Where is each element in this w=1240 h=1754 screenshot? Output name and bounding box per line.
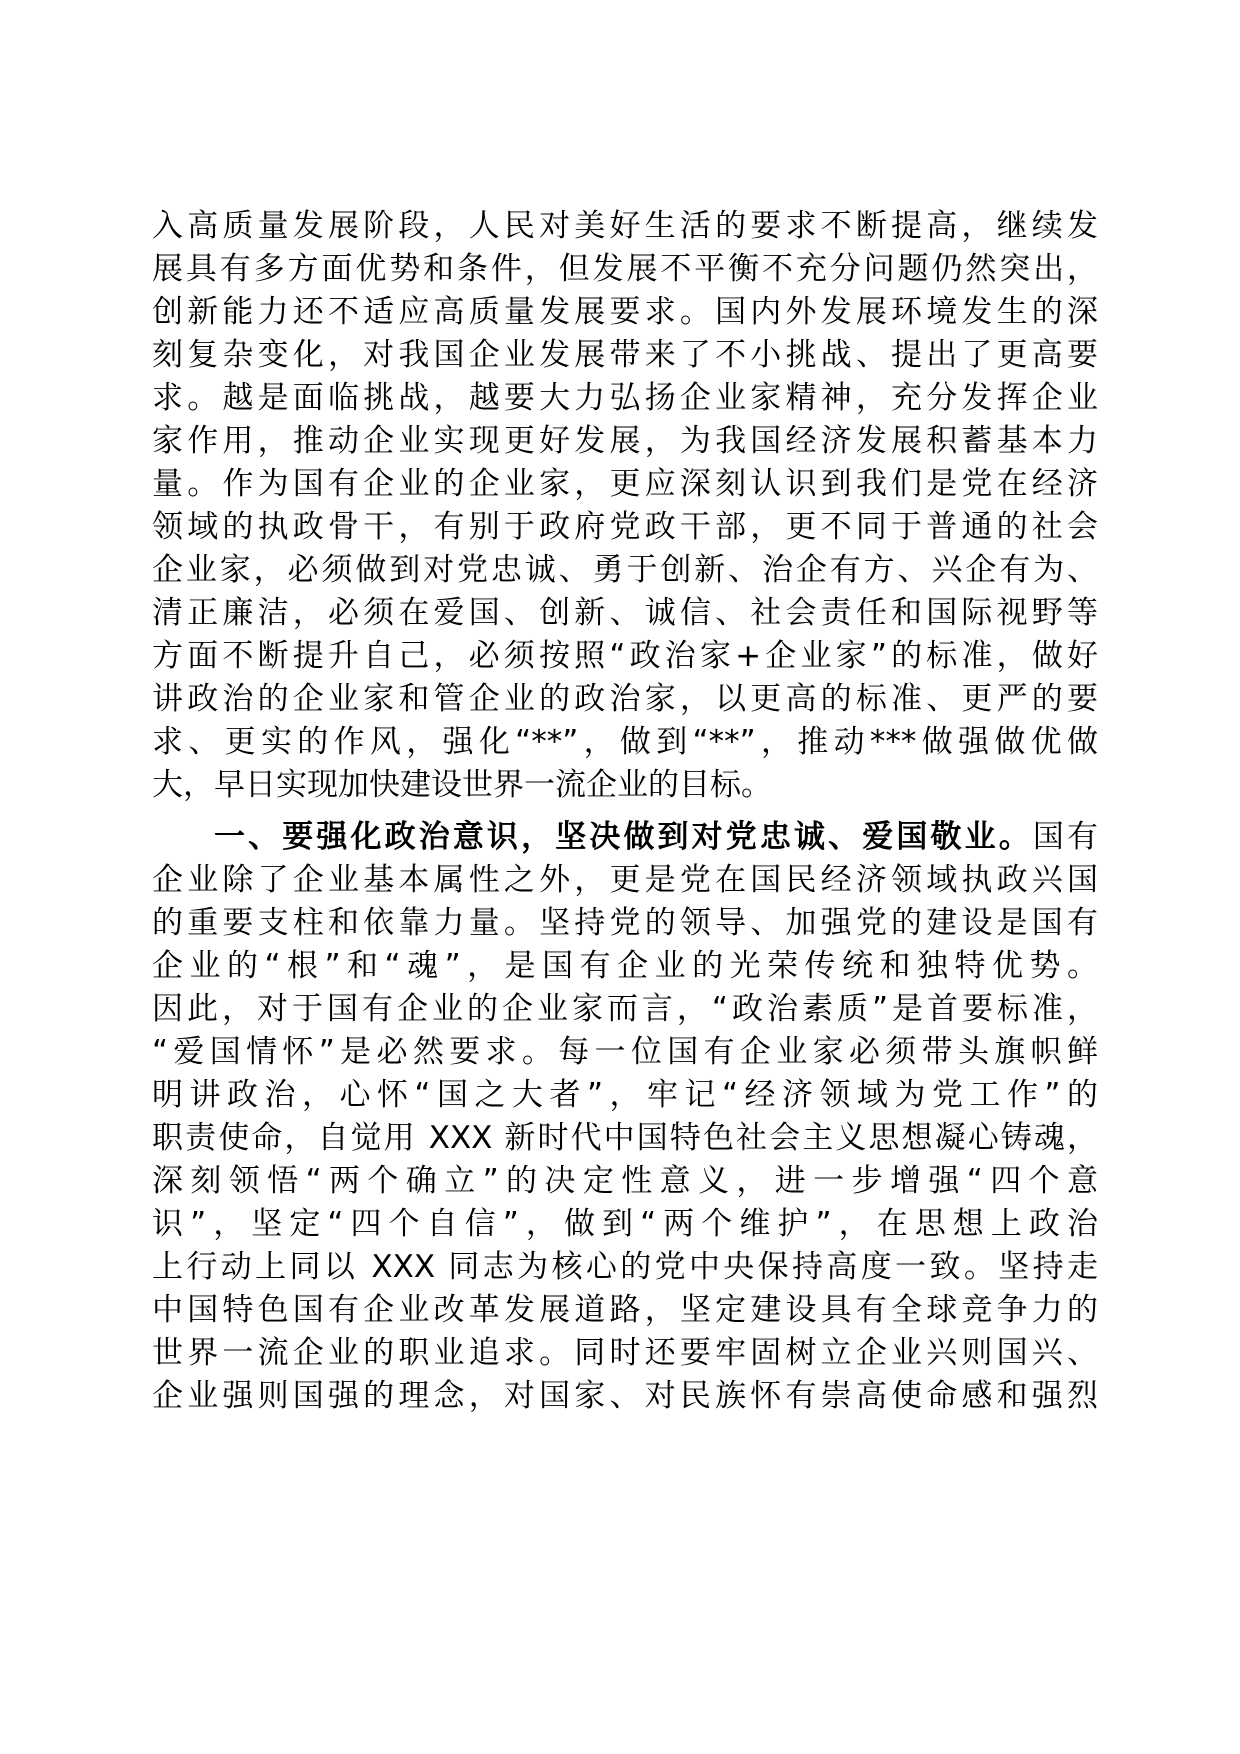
text-line: 方面不断提升自己，必须按照“政治家+企业家”的标准，做好	[152, 638, 1098, 674]
text-line: 的重要支柱和依靠力量。坚持党的领导、加强党的建设是国有	[152, 905, 1098, 941]
heading-line-continuation: 国有	[1032, 819, 1098, 855]
text-line: 企业除了企业基本属性之外，更是党在国民经济领域执政兴国	[152, 862, 1098, 898]
text-line: 世界一流企业的职业追求。同时还要牢固树立企业兴则国兴、	[152, 1335, 1098, 1371]
text-line: 职责使命，自觉用 XXX 新时代中国特色社会主义思想凝心铸魂，	[152, 1120, 1098, 1156]
text-line: 展具有多方面优势和条件，但发展不平衡不充分问题仍然突出，	[152, 251, 1098, 287]
text-line: 清正廉洁，必须在爱国、创新、诚信、社会责任和国际视野等	[152, 595, 1098, 631]
text-line: 深刻领悟“两个确立”的决定性意义，进一步增强“四个意	[152, 1163, 1098, 1199]
text-line: 家作用，推动企业实现更好发展，为我国经济发展积蓄基本力	[152, 423, 1098, 459]
text-line: 明讲政治，心怀“国之大者”，牢记“经济领域为党工作”的	[152, 1077, 1098, 1113]
text-line: 入高质量发展阶段，人民对美好生活的要求不断提高，继续发	[152, 208, 1098, 244]
text-line: 企业的“根”和“魂”，是国有企业的光荣传统和独特优势。	[152, 948, 1098, 984]
text-line: 量。作为国有企业的企业家，更应深刻认识到我们是党在经济	[152, 466, 1098, 502]
text-line: 求、更实的作风，强化“**”，做到“**”，推动***做强做优做	[152, 724, 1098, 760]
text-line: 企业家，必须做到对党忠诚、勇于创新、治企有方、兴企有为、	[152, 552, 1098, 588]
text-line: 因此，对于国有企业的企业家而言，“政治素质”是首要标准，	[152, 991, 1098, 1027]
paragraph-section-one	[152, 816, 1098, 1418]
text-line: 求。越是面临挑战，越要大力弘扬企业家精神，充分发挥企业	[152, 380, 1098, 416]
paragraph-intro	[152, 205, 1098, 807]
text-line: 识”，坚定“四个自信”，做到“两个维护”，在思想上政治	[152, 1206, 1098, 1242]
paragraph-gap	[152, 807, 1098, 816]
text-line: 中国特色国有企业改革发展道路，坚定建设具有全球竞争力的	[152, 1292, 1098, 1328]
text-line: 刻复杂变化，对我国企业发展带来了不小挑战、提出了更高要	[152, 337, 1098, 373]
section-heading: 一、要强化政治意识，坚决做到对党忠诚、爱国敬业。	[214, 819, 1033, 855]
text-line: 讲政治的企业家和管企业的政治家，以更高的标准、更严的要	[152, 681, 1098, 717]
text-line: “爱国情怀”是必然要求。每一位国有企业家必须带头旗帜鲜	[152, 1034, 1098, 1070]
body-text	[152, 205, 1098, 1418]
text-line: 企业强则国强的理念，对国家、对民族怀有崇高使命感和强烈	[152, 1378, 1098, 1414]
text-line: 领域的执政骨干，有别于政府党政干部，更不同于普通的社会	[152, 509, 1098, 545]
text-line	[152, 816, 1098, 859]
text-line: 上行动上同以 XXX 同志为核心的党中央保持高度一致。坚持走	[152, 1249, 1098, 1285]
text-line: 大，早日实现加快建设世界一流企业的目标。	[152, 767, 772, 803]
text-line: 创新能力还不适应高质量发展要求。国内外发展环境发生的深	[152, 294, 1098, 330]
